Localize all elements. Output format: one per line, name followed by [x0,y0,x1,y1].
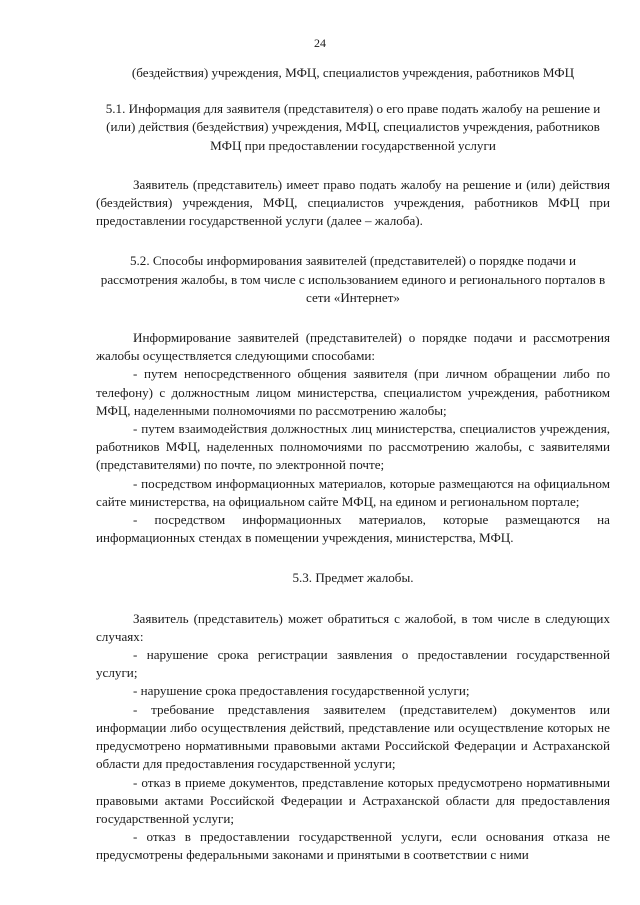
section-5-2-item-4: - посредством информационных материалов, которые размещаются на информационных стендах в помещении учреждения, министерства, МФЦ. [96,512,610,546]
section-5-1-paragraph: Заявитель (представитель) имеет право подать жалобу на решение и (или) действия (бездействия) учреждения, МФЦ, специалистов учреждения, работников МФЦ при предоставлении государственной услуги (далее – жалоба). [96,176,610,229]
section-5-2-item-2: - путем взаимодействия должностных лиц министерства, специалистов учреждения, работников МФЦ, наделенных полномочиями по рассмотрению жалобы, с заявителями (представителями) по почте, по электронной почте; [96,421,610,473]
section-5-1-heading: 5.1. Информация для заявителя (представителя) о его праве подать жалобу на решение и (или) действия (бездействия) учреждения, МФЦ, специалистов учреждения, работников МФЦ при предоставлении государственной услуги [105,101,601,153]
section-5-2-item-3: - посредством информационных материалов, которые размещаются на официальном сайте министерства, на официальном сайте МФЦ, на едином и региональном портале; [96,475,610,509]
continuation-line: (бездействия) учреждения, МФЦ, специалистов учреждения, работников МФЦ [131,65,575,80]
section-5-2-item-1: - путем непосредственного общения заявителя (при личном обращении либо по телефону) с должностным лицом министерства, специалистом учреждения, работником МФЦ, наделенными полномочиями по рассмотрению жалобы; [96,366,610,418]
section-5-2-heading: 5.2. Способы информирования заявителей (представителей) о порядке подачи и рассмотрения жалобы, в том числе с использованием единого и регионального порталов в сети «Интернет» [100,253,606,305]
section-5-3-item-3: - требование представления заявителем (представителем) документов или информации либо осуществления действий, представление или осуществление которых не предусмотрено нормативными правовыми актами Российской Федерации и Астраханской области для предоставления государственной услуги; [96,701,610,772]
section-5-3-heading: 5.3. Предмет жалобы. [292,570,414,586]
section-5-3-intro: Заявитель (представитель) может обратиться с жалобой, в том числе в следующих случаях: [96,610,610,644]
section-5-3-item-5: - отказ в предоставлении государственной услуги, если основания отказа не предусмотрены федеральными законами и принятыми в соответствии с ними [96,829,610,863]
section-5-3-item-2: - нарушение срока предоставления государственной услуги; [133,683,470,699]
section-5-3-item-4: - отказ в приеме документов, представление которых предусмотрено нормативными правовыми актами Российской Федерации и Астраханской области для предоставления государственной услуги; [96,774,610,826]
page-number: 24 [314,36,326,50]
document-body [96,64,610,865]
section-5-2-intro: Информирование заявителей (представителей) о порядке подачи и рассмотрения жалобы осуществляется следующими способами: [96,330,610,364]
section-5-3-item-1: - нарушение срока регистрации заявления о предоставлении государственной услуги; [96,647,610,681]
